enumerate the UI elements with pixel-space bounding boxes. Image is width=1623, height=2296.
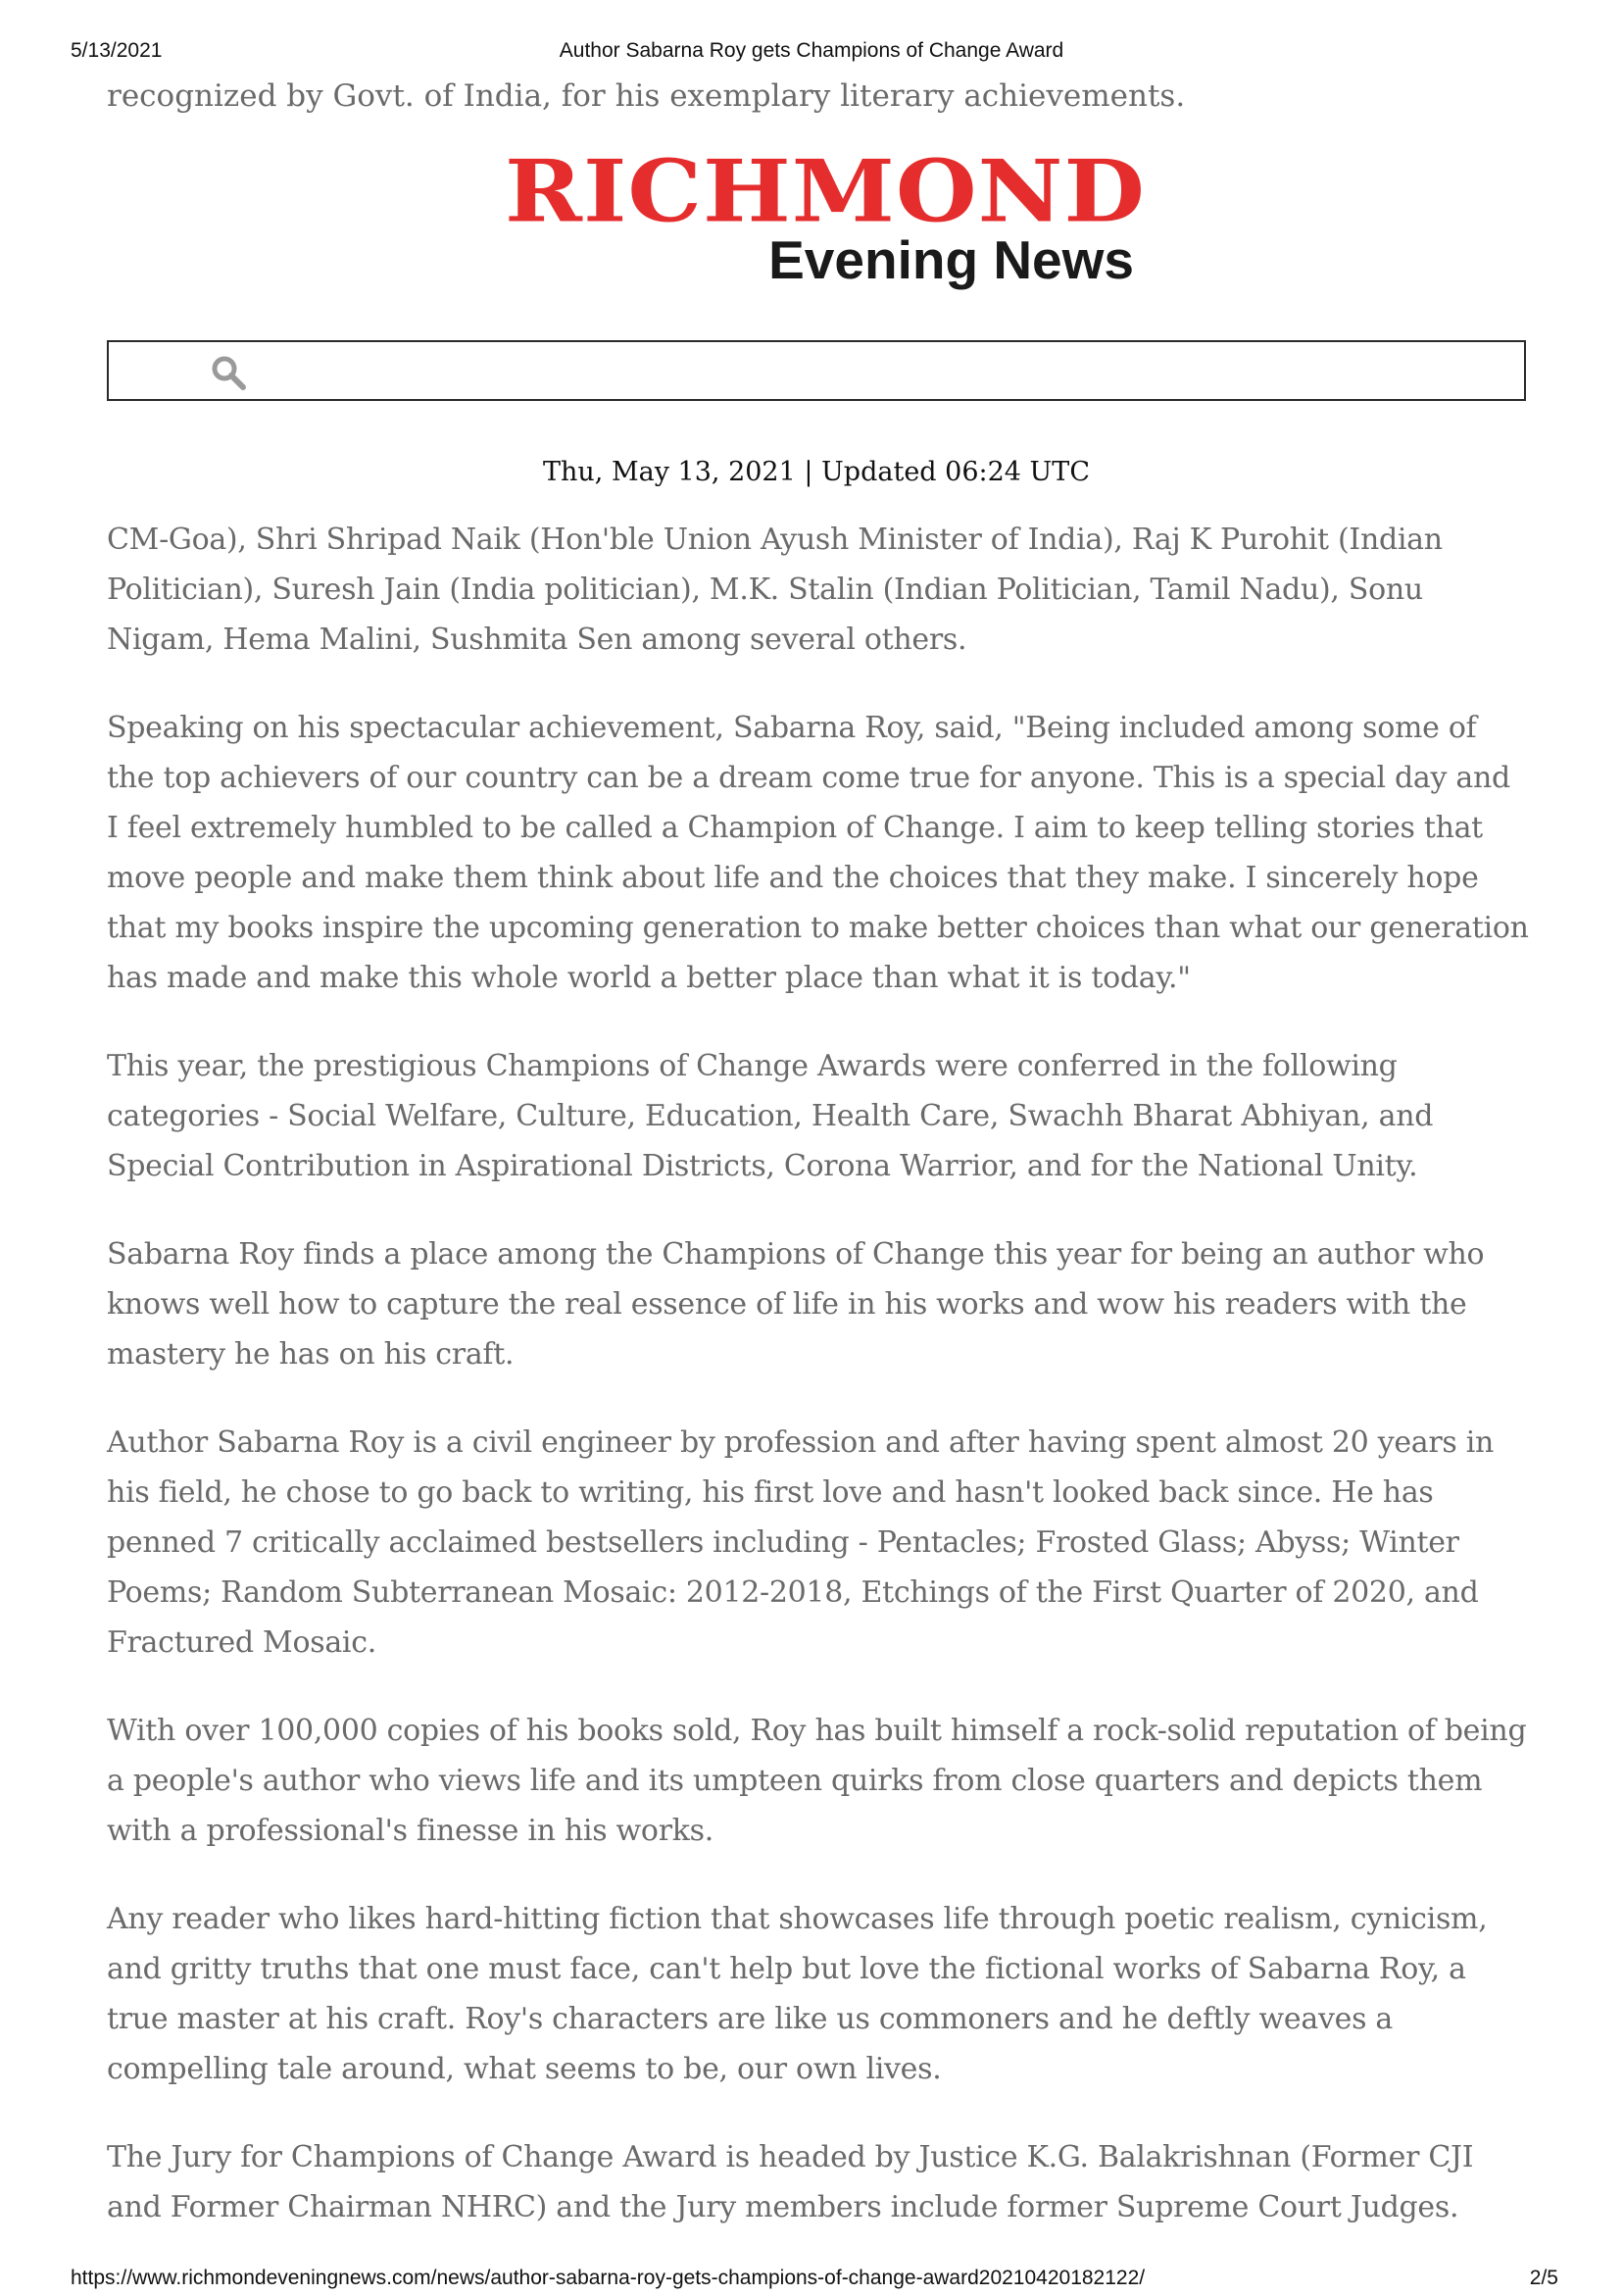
- lead-text: recognized by Govt. of India, for his exemplary literary achievements.: [107, 78, 1186, 114]
- article-paragraph: CM-Goa), Shri Shripad Naik (Hon'ble Union Ayush Minister of India), Raj K Purohit (Indian Politician), Suresh Jain (India politician), M.K. Stalin (Indian Politician, Tamil Nadu), Sonu Nigam, Hema Malini, Sushmita Sen among several others.: [107, 523, 1443, 657]
- lead-text-container: [107, 78, 1528, 114]
- article-paragraph: Any reader who likes hard-hitting fiction that showcases life through poetic realism, cynicism, and gritty truths that one must face, can't help but love the fictional works of Sabarna Roy, a true master at his craft. Roy's characters are like us commoners and he deftly weaves a compelling tale around, what seems to be, our own lives.: [107, 1902, 1488, 2086]
- print-header: [0, 39, 1623, 69]
- article-paragraph: Sabarna Roy finds a place among the Champions of Change this year for being an author who knows well how to capture the real essence of life in his works and wow his readers with the mastery he has on his craft.: [107, 1237, 1485, 1372]
- print-url: https://www.richmondeveningnews.com/news/author-sabarna-roy-gets-champions-of-change-award20210420182122/: [71, 2267, 1146, 2289]
- print-date: 5/13/2021: [71, 39, 163, 62]
- logo-brand: RICHMOND: [505, 141, 1146, 242]
- print-footer: [0, 2267, 1623, 2294]
- logo-subtitle: Evening News: [768, 229, 1134, 290]
- print-page-number: 2/5: [1529, 2267, 1558, 2289]
- search-icon[interactable]: [210, 354, 249, 393]
- article-paragraph: Author Sabarna Roy is a civil engineer by profession and after having spent almost 20 years in his field, he chose to go back to writing, his first love and hasn't looked back since. He has penned 7 critically acclaimed bestsellers including - Pentacles; Frosted Glass; Abyss; Winter Poems; Random Subterranean Mosaic: 2012-2018, Etchings of the First Quarter of 2020, and Fractured Mosaic.: [107, 1425, 1495, 1660]
- search-input[interactable]: [266, 348, 1514, 395]
- search-bar[interactable]: [107, 340, 1526, 401]
- article-paragraph: With over 100,000 copies of his books sold, Roy has built himself a rock-solid reputation of being a people's author who views life and its umpteen quirks from close quarters and depicts them with a professional's finesse in his works.: [107, 1714, 1527, 1848]
- article-paragraph: The Jury for Champions of Change Award is headed by Justice K.G. Balakrishnan (Former CJI and Former Chairman NHRC) and the Jury members include former Supreme Court Judges.: [107, 2140, 1474, 2224]
- article-body: [107, 515, 1530, 2271]
- print-page-title: Author Sabarna Roy gets Champions of Change Award: [559, 39, 1064, 62]
- article-paragraph: Speaking on his spectacular achievement, Sabarna Roy, said, "Being included among some of the top achievers of our country can be a dream come true for anyone. This is a special day and I feel extremely humbled to be called a Champion of Change. I aim to keep telling stories that move people and make them think about life and the choices that they make. I sincerely hope that my books inspire the upcoming generation to make better choices than what our generation has made and make this whole world a better place than what it is today.": [107, 711, 1529, 995]
- article-paragraph: This year, the prestigious Champions of Change Awards were conferred in the following categories - Social Welfare, Culture, Education, Health Care, Swachh Bharat Abhiyan, and Special Contribution in Aspirational Districts, Corona Warrior, and for the National Unity.: [107, 1049, 1434, 1183]
- site-logo[interactable]: [505, 141, 1146, 294]
- dateline: Thu, May 13, 2021 | Updated 06:24 UTC: [543, 457, 1090, 487]
